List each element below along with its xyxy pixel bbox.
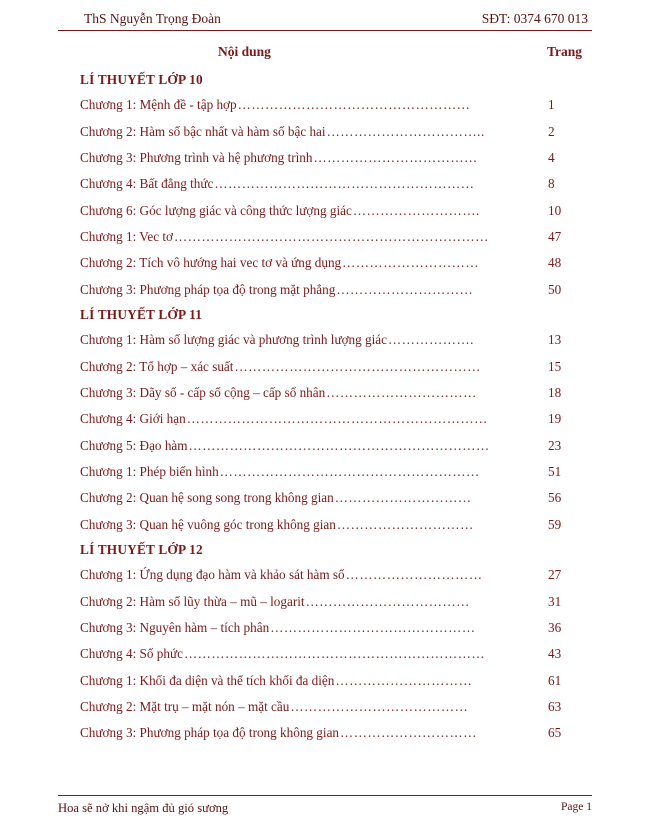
toc-entry-page: 56 xyxy=(548,490,562,506)
toc-leader-dots: ………………………… xyxy=(336,281,474,297)
toc-leader-dots: ………………. xyxy=(388,332,474,348)
toc-entry-page: 19 xyxy=(548,411,562,427)
toc-entry[interactable] xyxy=(58,433,592,459)
toc-entry[interactable] xyxy=(58,250,592,276)
column-header-page: Trang xyxy=(546,44,582,59)
header-phone: SĐT: 0374 670 013 xyxy=(481,11,588,26)
toc-entry-page: 36 xyxy=(548,619,562,635)
table-of-contents xyxy=(58,68,592,747)
toc-leader-dots: ………………………… xyxy=(345,567,483,583)
toc-entry-page: 31 xyxy=(548,593,562,609)
toc-leader-dots: ………………………………………………… xyxy=(214,176,475,192)
toc-entry-page: 15 xyxy=(548,358,562,374)
toc-leader-dots: ………………………………………………………… xyxy=(188,437,490,453)
toc-entry-page: 63 xyxy=(548,699,562,715)
toc-leader-dots: …………………………… xyxy=(326,384,477,400)
toc-leader-dots: ……………………………………………… xyxy=(234,358,481,374)
toc-entry-page: 8 xyxy=(548,176,555,192)
toc-entry[interactable] xyxy=(58,92,592,118)
toc-entry-label: Chương 3: Phương pháp tọa độ trong mặt phẳng xyxy=(80,281,336,297)
toc-entry-label: Chương 2: Hàm số lũy thừa – mũ – logarit xyxy=(80,593,305,609)
toc-entry-page: 43 xyxy=(548,646,562,662)
toc-entry[interactable] xyxy=(58,562,592,588)
toc-entry-page: 47 xyxy=(548,229,562,245)
toc-entry-page: 2 xyxy=(548,123,555,139)
toc-entry-label: Chương 1: Hàm số lượng giác và phương trình lượng giác xyxy=(80,332,388,348)
toc-section-title: LÍ THUYẾT LỚP 10 xyxy=(80,72,203,87)
toc-leader-dots: ……………………………… xyxy=(313,149,478,165)
toc-entry[interactable] xyxy=(58,512,592,538)
toc-entry-label: Chương 3: Phương trình và hệ phương trình xyxy=(80,149,313,165)
toc-entry[interactable] xyxy=(58,380,592,406)
toc-entry-label: Chương 2: Mặt trụ – mặt nón – mặt cầu xyxy=(80,699,290,715)
toc-entry-page: 4 xyxy=(548,149,555,165)
toc-entry[interactable] xyxy=(58,171,592,197)
toc-entry-label: Chương 3: Dãy số - cấp số cộng – cấp số nhân xyxy=(80,384,326,400)
toc-entry-label: Chương 2: Hàm số bậc nhất và hàm số bậc hai xyxy=(80,123,326,139)
toc-entry-page: 50 xyxy=(548,281,562,297)
toc-leader-dots: …………………………………………… xyxy=(237,97,471,113)
toc-leader-dots: ………………………………………………………… xyxy=(183,646,486,662)
toc-entry-page: 18 xyxy=(548,384,562,400)
toc-entry[interactable] xyxy=(58,406,592,432)
toc-entry[interactable] xyxy=(58,588,592,614)
toc-entry[interactable] xyxy=(58,720,592,746)
toc-entry[interactable] xyxy=(58,615,592,641)
header-author: ThS Nguyễn Trọng Đoàn xyxy=(84,11,221,26)
toc-entry-label: Chương 1: Mệnh đề - tập hợp xyxy=(80,97,237,113)
toc-column-headers xyxy=(58,44,592,60)
toc-entry-page: 27 xyxy=(548,567,562,583)
toc-leader-dots: ……………………………………… xyxy=(270,619,476,635)
toc-leader-dots: ………………………… xyxy=(334,490,472,506)
toc-entry-label: Chương 4: Giới hạn xyxy=(80,411,186,427)
page-footer xyxy=(58,795,592,816)
toc-entry-page: 10 xyxy=(548,202,562,218)
toc-leader-dots: ………………………… xyxy=(342,255,480,271)
column-header-content: Nội dung xyxy=(218,44,271,59)
toc-entry-label: Chương 3: Quan hệ vuông góc trong không gian xyxy=(80,516,336,532)
toc-entry-label: Chương 6: Góc lượng giác và công thức lượng giác xyxy=(80,202,352,218)
toc-leader-dots: ……………………………… xyxy=(305,593,470,609)
toc-leader-dots: …………………………….. xyxy=(326,123,485,139)
toc-entry-label: Chương 1: Phép biến hình xyxy=(80,464,219,480)
toc-entry-label: Chương 3: Phương pháp tọa độ trong không gian xyxy=(80,725,340,741)
toc-entry-label: Chương 2: Quan hệ song song trong không gian xyxy=(80,490,334,506)
toc-entry[interactable] xyxy=(58,485,592,511)
footer-quote: Hoa sẽ nở khi ngậm đủ gió sương xyxy=(58,801,229,815)
toc-leader-dots: ………………………. xyxy=(352,202,480,218)
toc-entry-page: 65 xyxy=(548,725,562,741)
toc-entry-page: 23 xyxy=(548,437,562,453)
toc-entry[interactable] xyxy=(58,694,592,720)
toc-leader-dots: ………………………………………………………… xyxy=(186,411,488,427)
toc-entry[interactable] xyxy=(58,118,592,144)
toc-entry[interactable] xyxy=(58,327,592,353)
page-header xyxy=(58,0,592,31)
toc-section-title: LÍ THUYẾT LỚP 11 xyxy=(80,307,203,322)
toc-entry[interactable] xyxy=(58,224,592,250)
toc-leader-dots: ………………………………… xyxy=(290,699,469,715)
toc-entry[interactable] xyxy=(58,668,592,694)
toc-entry-page: 13 xyxy=(548,332,562,348)
toc-entry-label: Chương 4: Bất đẳng thức xyxy=(80,176,214,192)
toc-entry-label: Chương 4: Số phức xyxy=(80,646,183,662)
toc-entry-page: 48 xyxy=(548,255,562,271)
toc-entry-page: 61 xyxy=(548,672,562,688)
toc-leader-dots: ………………………………………………… xyxy=(219,464,480,480)
toc-entry-page: 1 xyxy=(548,97,555,113)
toc-entry[interactable] xyxy=(58,277,592,303)
toc-entry[interactable] xyxy=(58,353,592,379)
toc-entry-label: Chương 1: Vec tơ xyxy=(80,229,174,245)
toc-entry-label: Chương 5: Đạo hàm xyxy=(80,437,188,453)
toc-leader-dots: ………………………… xyxy=(336,516,474,532)
toc-entry-label: Chương 2: Tổ hợp – xác suất xyxy=(80,358,234,374)
toc-entry-page: 51 xyxy=(548,464,562,480)
toc-leader-dots: ………………………… xyxy=(335,672,473,688)
toc-entry[interactable] xyxy=(58,198,592,224)
toc-section-title: LÍ THUYẾT LỚP 12 xyxy=(80,542,203,557)
toc-entry[interactable] xyxy=(58,459,592,485)
toc-entry[interactable] xyxy=(58,145,592,171)
toc-entry-label: Chương 1: Khối đa diện và thể tích khối đa diện xyxy=(80,672,335,688)
toc-entry[interactable] xyxy=(58,641,592,667)
toc-leader-dots: ………………………… xyxy=(340,725,477,741)
footer-page-number: Page 1 xyxy=(561,801,592,813)
toc-entry-label: Chương 1: Ứng dụng đạo hàm và khảo sát hàm số xyxy=(80,567,345,583)
toc-entry-label: Chương 3: Nguyên hàm – tích phân xyxy=(80,619,270,635)
toc-leader-dots: …………………………………………………………… xyxy=(174,229,489,245)
toc-entry-page: 59 xyxy=(548,516,562,532)
toc-entry-label: Chương 2: Tích vô hướng hai vec tơ và ứng dụng xyxy=(80,255,342,271)
